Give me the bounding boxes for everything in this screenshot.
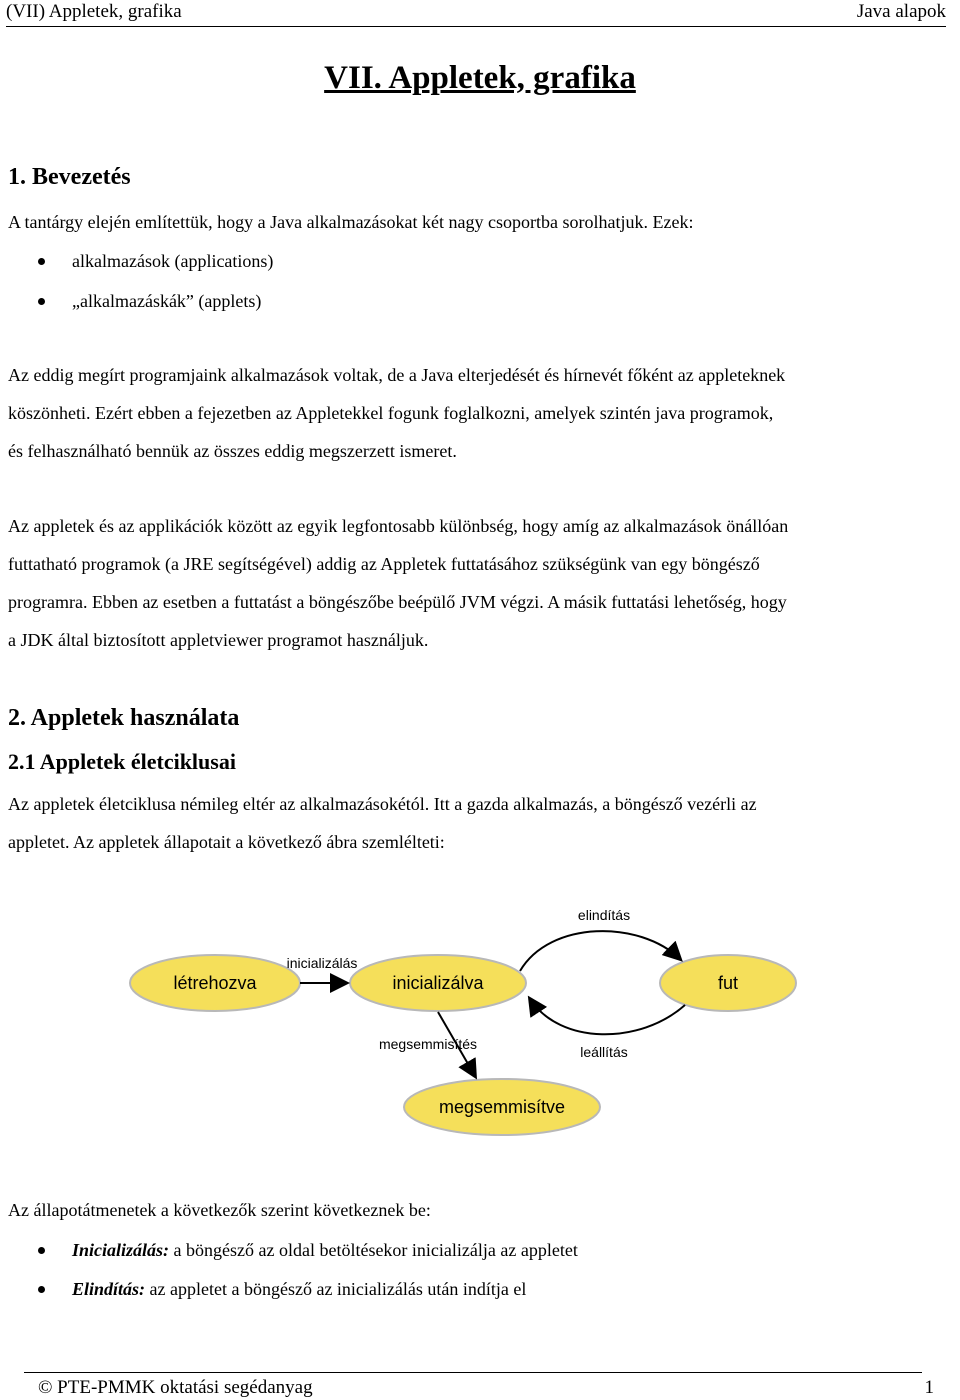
subsection-heading-lifecycle: 2.1 Appletek életciklusai [8, 749, 236, 774]
paragraph-2 [8, 507, 954, 659]
state-label-created: létrehozva [173, 973, 257, 993]
bullet-dot [38, 258, 45, 265]
paragraph-line: Az eddig megírt programjaink alkalmazások voltak, de a Java elterjedését és hírnevét főként az appleteknek [8, 365, 786, 385]
arrow-start [520, 931, 680, 971]
transition-label-destroy: megsemmisítés [378, 1036, 478, 1052]
footer-divider [24, 1372, 922, 1373]
state-label-running: fut [717, 973, 739, 993]
bullet-text [72, 1276, 526, 1302]
bullet-dot [38, 298, 45, 305]
bullet-text: alkalmazások (applications) [72, 251, 274, 271]
paragraph-line: köszönheti. Ezért ebben a fejezetben az Appletekkel fogunk foglalkozni, amelyek szintén java programok, [8, 403, 774, 423]
transition-label-init: inicializálás [286, 955, 358, 971]
bullet-description: az appletet a böngésző az inicializálás után indítja el [145, 1279, 527, 1299]
header-left: (VII) Appletek, grafika [6, 1, 182, 22]
bullet-term: Elindítás: [72, 1279, 146, 1299]
bullet-text: „alkalmazáskák” (applets) [72, 291, 262, 311]
state-label-initialized: inicializálva [392, 973, 484, 993]
section-heading-intro: 1. Bevezetés [8, 164, 131, 190]
page-header [6, 0, 946, 27]
paragraph-1 [8, 356, 954, 470]
header-right: Java alapok [856, 1, 946, 22]
paragraph-line: a JDK által biztosított appletviewer programot használjuk. [8, 630, 429, 650]
bullet-description: a böngésző az oldal betöltésekor inicializálja az appletet [169, 1240, 578, 1260]
page-title: VII. Appletek, grafika [324, 60, 636, 96]
paragraph-line: Az appletek és az applikációk között az egyik legfontosabb különbség, hogy amíg az alkalmazások önállóan [8, 516, 789, 536]
transition-label-stop: leállítás [580, 1044, 628, 1060]
paragraph-line: programra. Ebben az esetben a futtatást a böngészőbe beépülő JVM végzi. A másik futtatási lehetőség, hogy [8, 592, 787, 612]
intro-paragraph: A tantárgy elején említettük, hogy a Java alkalmazásokat két nagy csoportba sorolhatjuk. Ezek: [8, 212, 694, 232]
page-number: 1 [924, 1377, 934, 1398]
paragraph-line: appletet. Az appletek állapotait a következő ábra szemlélteti: [8, 832, 445, 852]
bullet-dot [38, 1286, 45, 1293]
bullet-dot [38, 1247, 45, 1254]
lifecycle-paragraph [8, 785, 954, 861]
paragraph-line: Az appletek életciklusa némileg eltér az alkalmazásokétól. Itt a gazda alkalmazás, a böngésző vezérli az [8, 794, 757, 814]
bullet-term: Inicializálás: [72, 1240, 170, 1260]
state-label-destroyed: megsemmisítve [438, 1097, 566, 1117]
bullet-text [72, 1237, 578, 1263]
section-heading-usage: 2. Appletek használata [8, 705, 240, 731]
transitions-intro: Az állapotátmenetek a következők szerint következnek be: [8, 1200, 431, 1220]
footer-text: © PTE-PMMK oktatási segédanyag [38, 1377, 313, 1398]
arrow-stop [530, 999, 685, 1034]
transition-label-start: elindítás [577, 907, 631, 923]
paragraph-line: és felhasználható bennük az összes eddig megszerzett ismeret. [8, 441, 457, 461]
lifecycle-diagram [120, 895, 800, 1155]
paragraph-line: futtatható programok (a JRE segítségével) addig az Appletek futtatásához szükségünk van egy böngésző [8, 554, 760, 574]
